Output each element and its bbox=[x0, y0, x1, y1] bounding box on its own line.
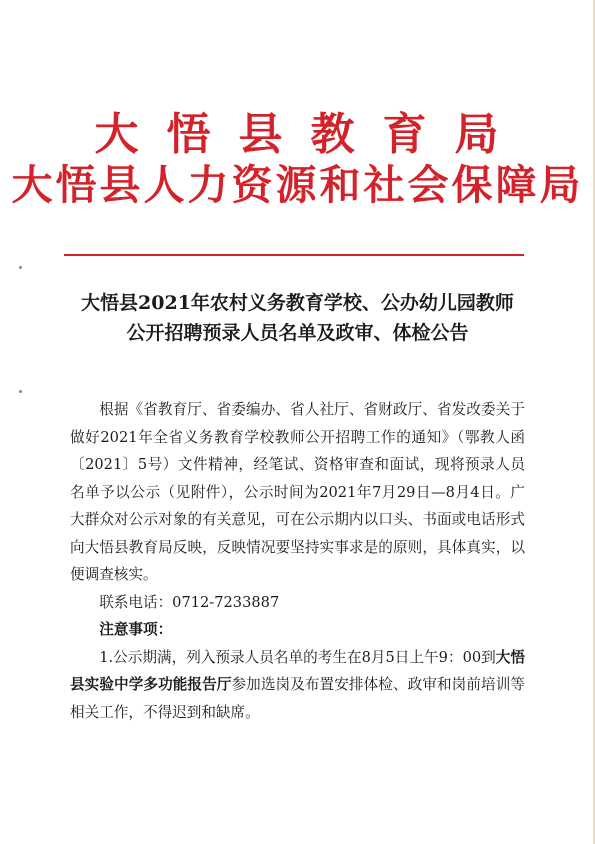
document-body bbox=[70, 396, 525, 726]
notice-item-text: 1.公示期满，列入预录人员名单的考生在8月5日上午9：00到 bbox=[99, 648, 496, 666]
margin-mark bbox=[19, 390, 22, 393]
notice-item-1 bbox=[70, 644, 525, 727]
notice-item-text: 参加选岗及布置安排体检、政审和岗前培训等相关工作，不得迟到和缺席。 bbox=[70, 676, 525, 721]
letterhead bbox=[0, 109, 595, 209]
letterhead-divider bbox=[64, 254, 524, 256]
notice-heading: 注意事项： bbox=[99, 621, 173, 638]
margin-mark bbox=[19, 266, 22, 269]
title-line-1: 大悟县2021年农村义务教育学校、公办幼儿园教师 bbox=[81, 292, 514, 314]
letterhead-org-hr: 大悟县人力资源和社会保障局 bbox=[11, 161, 584, 209]
venue-name: 大悟县实验中学多功能报告厅 bbox=[70, 648, 525, 693]
body-paragraph: 根据《省教育厅、省委编办、省人社厅、省财政厅、省发改委关于做好2021年全省义务教育学校教师公开招聘工作的通知》（鄂教人函〔2021〕5号）文件精神，经笔试、资格审查和面试，现将预录人员名单予以公示（见附件），公示时间为2021年7月29日—8月4日。广大群众对公示对象的有关意见，可在公示期内以口头、书面或电话形式向大悟县教育局反映，反映情况要坚持实事求是的原则，具体真实，以便调查核实。 bbox=[70, 401, 525, 583]
contact-phone: 联系电话：0712-7233887 bbox=[99, 593, 280, 611]
title-line-2: 公开招聘预录人员名单及政审、体检公告 bbox=[126, 322, 469, 344]
document-title bbox=[40, 288, 555, 348]
letterhead-org-education: 大悟县教育局 bbox=[94, 109, 527, 160]
